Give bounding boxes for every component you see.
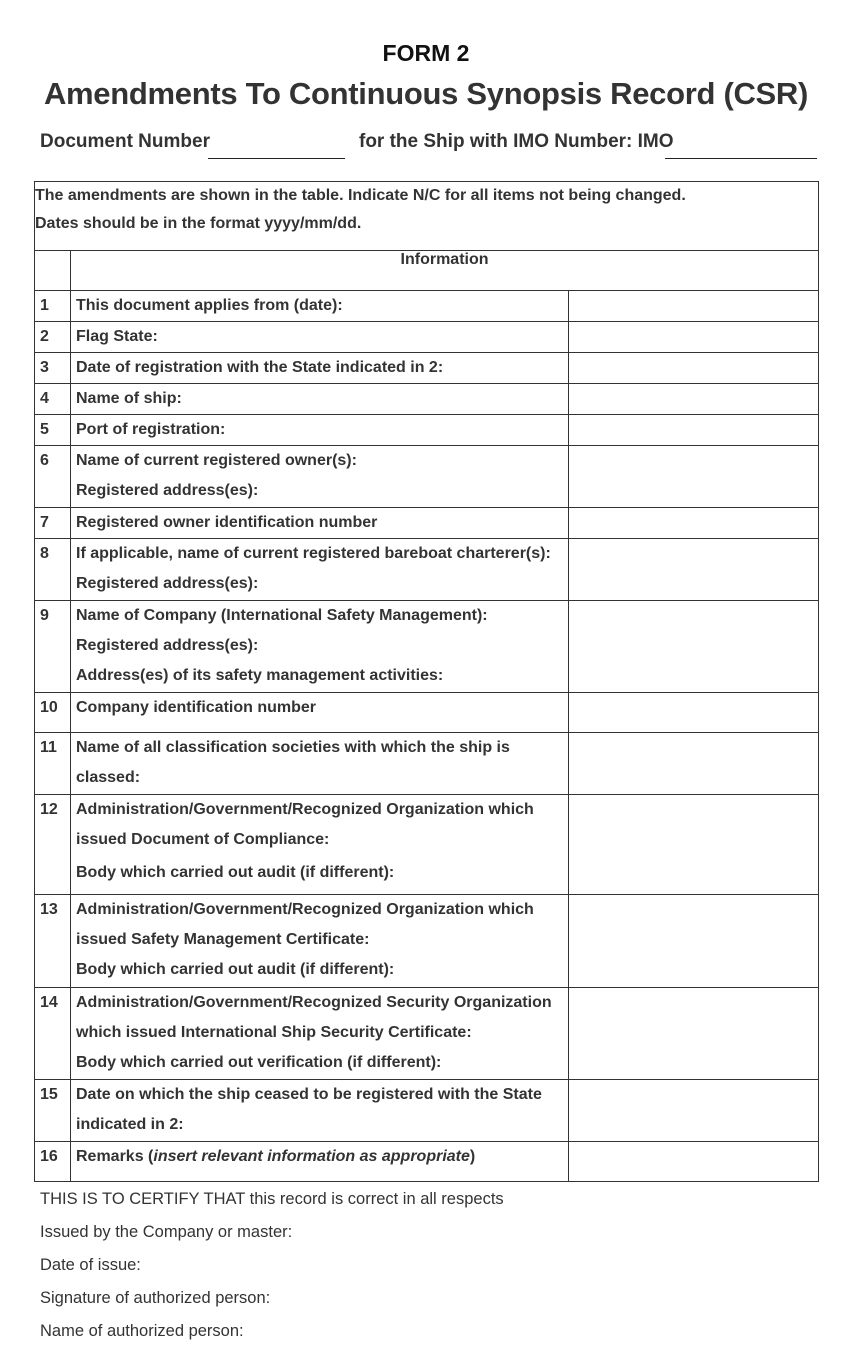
- row-number: 9: [35, 601, 71, 693]
- amendments-table: [34, 181, 819, 1182]
- row-number: 5: [35, 415, 71, 446]
- row-number: 1: [35, 291, 71, 322]
- row-number: 4: [35, 384, 71, 415]
- row-description: [71, 291, 569, 322]
- remarks-prefix: Remarks (: [76, 1148, 154, 1165]
- row-line: Administration/Government/Recognized Security Organization: [76, 994, 552, 1011]
- row-line: Administration/Government/Recognized Organization which: [76, 901, 534, 918]
- row-line: Address(es) of its safety management activities:: [76, 667, 444, 684]
- row-description: [71, 446, 569, 508]
- row-description: [71, 693, 569, 733]
- row-description: [71, 353, 569, 384]
- instruction-line: The amendments are shown in the table. Indicate N/C for all items not being changed.: [35, 187, 686, 204]
- row-line: issued Document of Compliance:: [76, 831, 330, 848]
- row-line: Flag State:: [76, 328, 158, 345]
- row-value-cell[interactable]: [569, 601, 819, 693]
- imo-number-label: for the Ship with IMO Number: IMO: [359, 131, 674, 152]
- row-value-cell[interactable]: [569, 415, 819, 446]
- row-line: which issued International Ship Security Certificate:: [76, 1024, 472, 1041]
- issued-by-label: Issued by the Company or master:: [40, 1223, 293, 1241]
- certification-block: [40, 1187, 504, 1352]
- table-row: [35, 384, 819, 415]
- date-of-issue-label: Date of issue:: [40, 1256, 141, 1274]
- row-number: 16: [35, 1142, 71, 1182]
- row-line: Name of current registered owner(s):: [76, 452, 357, 469]
- row-value-cell[interactable]: [569, 446, 819, 508]
- authorized-name-label: Name of authorized person:: [40, 1322, 244, 1340]
- row-value-cell[interactable]: [569, 1142, 819, 1182]
- form-number: FORM 2: [382, 40, 470, 66]
- row-value-cell[interactable]: [569, 988, 819, 1080]
- table-row: [35, 895, 819, 988]
- row-line: This document applies from (date):: [76, 297, 343, 314]
- table-row: [35, 1142, 819, 1182]
- row-number: 15: [35, 1080, 71, 1142]
- row-line: Name of ship:: [76, 390, 182, 407]
- row-line: indicated in 2:: [76, 1116, 184, 1133]
- row-line: Body which carried out audit (if different):: [76, 961, 395, 978]
- row-value-cell[interactable]: [569, 508, 819, 539]
- row-line: Registered address(es):: [76, 575, 259, 592]
- table-row: [35, 795, 819, 895]
- row-number: 6: [35, 446, 71, 508]
- row-value-cell[interactable]: [569, 895, 819, 988]
- row-value-cell[interactable]: [569, 291, 819, 322]
- table-row: [35, 322, 819, 353]
- row-value-cell[interactable]: [569, 322, 819, 353]
- table-row: [35, 1080, 819, 1142]
- table-row: [35, 291, 819, 322]
- table-header-blank: [35, 251, 71, 291]
- instruction-line: Dates should be in the format yyyy/mm/dd.: [35, 215, 362, 232]
- row-line: If applicable, name of current registered bareboat charterer(s):: [76, 545, 551, 562]
- row-line: Name of all classification societies with which the ship is: [76, 739, 510, 756]
- row-description: [71, 415, 569, 446]
- row-value-cell[interactable]: [569, 353, 819, 384]
- row-line: Registered address(es):: [76, 637, 259, 654]
- row-line: Date on which the ship ceased to be registered with the State: [76, 1086, 542, 1103]
- row-line: Body which carried out audit (if different):: [76, 864, 395, 881]
- row-number: 10: [35, 693, 71, 733]
- row-number: 8: [35, 539, 71, 601]
- table-row: [35, 446, 819, 508]
- certify-statement: THIS IS TO CERTIFY THAT this record is correct in all respects: [40, 1190, 504, 1208]
- row-number: 3: [35, 353, 71, 384]
- row-value-cell[interactable]: [569, 539, 819, 601]
- row-description: [71, 384, 569, 415]
- page-title: Amendments To Continuous Synopsis Record (CSR): [43, 76, 809, 111]
- document-number-line: [40, 128, 818, 168]
- row-line: classed:: [76, 769, 141, 786]
- remarks-italic: insert relevant information as appropriate: [153, 1148, 470, 1165]
- signature-label: Signature of authorized person:: [40, 1289, 271, 1307]
- row-number: 13: [35, 895, 71, 988]
- remarks-suffix: ): [469, 1148, 476, 1165]
- row-value-cell[interactable]: [569, 1080, 819, 1142]
- row-description: [71, 733, 569, 795]
- row-line: Port of registration:: [76, 421, 226, 438]
- row-description: [71, 895, 569, 988]
- information-header: Information: [71, 251, 819, 291]
- row-line: Registered owner identification number: [76, 514, 378, 531]
- row-number: 7: [35, 508, 71, 539]
- table-row: [35, 415, 819, 446]
- table-row: [35, 508, 819, 539]
- row-line: Registered address(es):: [76, 482, 259, 499]
- table-row: [35, 988, 819, 1080]
- row-number: 14: [35, 988, 71, 1080]
- row-value-cell[interactable]: [569, 693, 819, 733]
- row-number: 2: [35, 322, 71, 353]
- row-value-cell[interactable]: [569, 384, 819, 415]
- row-line: [76, 1143, 563, 1171]
- row-value-cell[interactable]: [569, 795, 819, 895]
- row-line: issued Safety Management Certificate:: [76, 931, 370, 948]
- row-description: [71, 795, 569, 895]
- row-line: Body which carried out verification (if different):: [76, 1054, 442, 1071]
- table-row: [35, 353, 819, 384]
- row-description: [71, 539, 569, 601]
- row-value-cell[interactable]: [569, 733, 819, 795]
- row-number: 12: [35, 795, 71, 895]
- row-description: [71, 322, 569, 353]
- row-line: Date of registration with the State indicated in 2:: [76, 359, 444, 376]
- table-row: [35, 733, 819, 795]
- row-description: [71, 1080, 569, 1142]
- row-description: [71, 601, 569, 693]
- document-number-label: Document Number: [40, 131, 210, 152]
- row-description: [71, 508, 569, 539]
- table-row: [35, 539, 819, 601]
- imo-number-field[interactable]: [665, 158, 817, 159]
- row-number: 11: [35, 733, 71, 795]
- row-description: [71, 988, 569, 1080]
- row-line: Name of Company (International Safety Management):: [76, 607, 488, 624]
- row-description: [71, 1142, 569, 1182]
- table-instructions: [35, 182, 819, 251]
- table-row: [35, 601, 819, 693]
- document-number-field[interactable]: [208, 158, 345, 159]
- table-row: [35, 693, 819, 733]
- row-line: Administration/Government/Recognized Organization which: [76, 801, 534, 818]
- row-line: Company identification number: [76, 699, 317, 716]
